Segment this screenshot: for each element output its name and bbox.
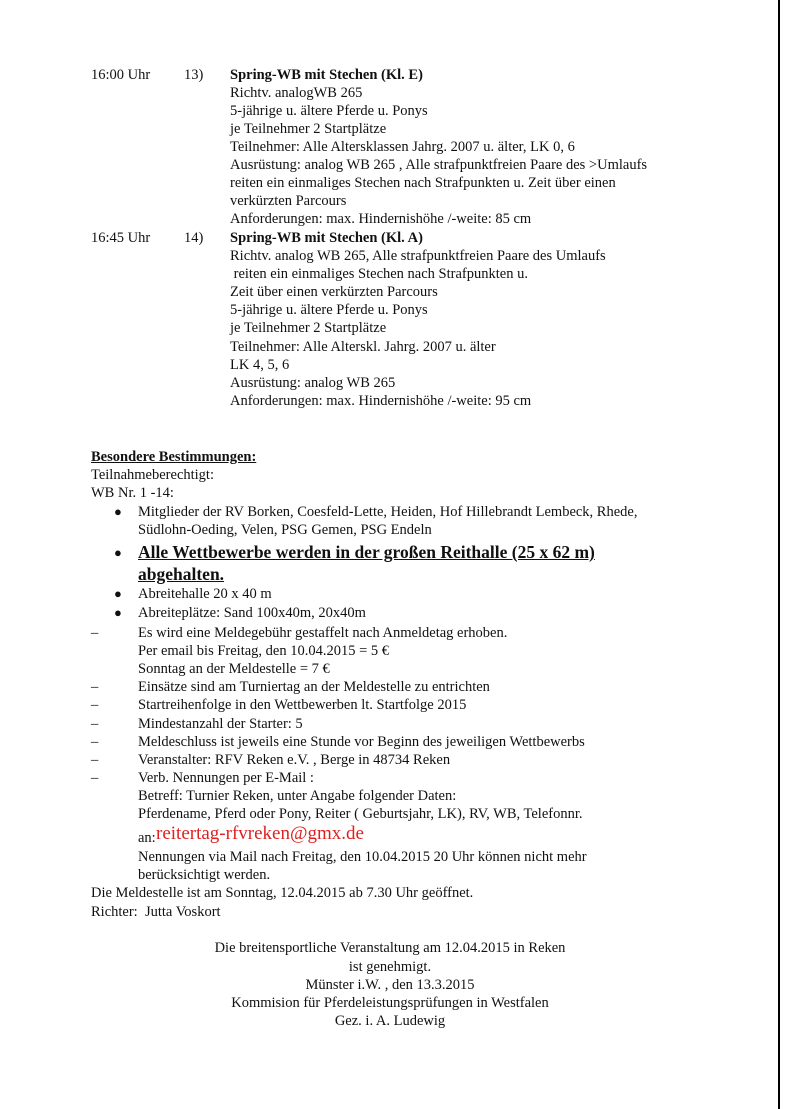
event-14-line: Zeit über einen verkürzten Parcours xyxy=(230,284,438,300)
dash-icon: – xyxy=(91,770,99,786)
dash-text: Pferdename, Pferd oder Pony, Reiter ( Geburtsjahr, LK), RV, WB, Telefonnr. xyxy=(138,806,583,822)
event-14-line: Ausrüstung: analog WB 265 xyxy=(230,375,396,391)
wb-range: WB Nr. 1 -14: xyxy=(91,485,174,501)
dash-text: Verb. Nennungen per E-Mail : xyxy=(138,770,314,786)
dash-icon: – xyxy=(91,625,99,641)
event-title: Spring-WB mit Stechen (Kl. A) xyxy=(230,230,423,246)
dash-icon: – xyxy=(91,679,99,695)
event-14-line: reiten ein einmaliges Stechen nach Strafpunkten u. xyxy=(230,266,528,282)
dash-text: Mindestanzahl der Starter: 5 xyxy=(138,716,303,732)
bullet-text-highlight: Alle Wettbewerbe werden in der großen Reithalle (25 x 62 m) xyxy=(138,542,595,562)
event-13-line: Anforderungen: max. Hindernishöhe /-weite: 85 cm xyxy=(230,211,532,227)
bullet-text-highlight: abgehalten. xyxy=(138,564,225,584)
event-13-line: reiten ein einmaliges Stechen nach Strafpunkten u. Zeit über einen xyxy=(230,175,616,191)
bullet-icon: ● xyxy=(114,586,122,601)
dash-icon: – xyxy=(91,716,99,732)
dash-text: Betreff: Turnier Reken, unter Angabe folgender Daten: xyxy=(138,788,457,804)
event-time: 16:00 Uhr xyxy=(91,67,151,83)
event-number: 13) xyxy=(184,67,204,83)
dash-text: Einsätze sind am Turniertag an der Meldestelle zu entrichten xyxy=(138,679,490,695)
dash-icon: – xyxy=(91,734,99,750)
email-prefix: an: xyxy=(138,830,160,846)
event-14-line: Teilnehmer: Alle Alterskl. Jahrg. 2007 u. älter xyxy=(230,339,496,355)
late-entry-note: Nennungen via Mail nach Freitag, den 10.04.2015 20 Uhr können nicht mehr xyxy=(138,849,587,865)
dash-icon: – xyxy=(91,752,99,768)
event-14-line: Richtv. analog WB 265, Alle strafpunktfreien Paare des Umlaufs xyxy=(230,248,606,264)
bullet-text: Mitglieder der RV Borken, Coesfeld-Lette, Heiden, Hof Hillebrandt Lembeck, Rhede, xyxy=(138,504,638,520)
event-number: 14) xyxy=(184,230,204,246)
event-14-line: 5-jährige u. ältere Pferde u. Ponys xyxy=(230,302,428,318)
event-13-line: je Teilnehmer 2 Startplätze xyxy=(230,121,387,137)
event-time: 16:45 Uhr xyxy=(91,230,151,246)
approval-line: ist genehmigt. xyxy=(348,959,432,975)
bullet-icon: ● xyxy=(114,545,122,560)
event-13-line: Teilnehmer: Alle Altersklassen Jahrg. 2007 u. älter, LK 0, 6 xyxy=(230,139,575,155)
event-title: Spring-WB mit Stechen (Kl. E) xyxy=(230,67,423,83)
approval-line: Kommision für Pferdeleistungsprüfungen in Westfalen xyxy=(231,995,549,1011)
event-13-line: 5-jährige u. ältere Pferde u. Ponys xyxy=(230,103,428,119)
bullet-text: Abreiteplätze: Sand 100x40m, 20x40m xyxy=(138,605,366,621)
special-heading: Besondere Bestimmungen: xyxy=(91,449,257,465)
event-13-line: Richtv. analogWB 265 xyxy=(230,85,363,101)
bullet-text: Abreitehalle 20 x 40 m xyxy=(138,586,272,602)
eligible-label: Teilnahmeberechtigt: xyxy=(91,467,214,483)
event-13-line: verkürzten Parcours xyxy=(230,193,347,209)
event-14-line: Anforderungen: max. Hindernishöhe /-weite: 95 cm xyxy=(230,393,532,409)
dash-text: Per email bis Freitag, den 10.04.2015 = 5 € xyxy=(138,643,390,659)
dash-text: Startreihenfolge in den Wettbewerben lt. Startfolge 2015 xyxy=(138,697,467,713)
dash-text: Veranstalter: RFV Reken e.V. , Berge in 48734 Reken xyxy=(138,752,451,768)
approval-line: Münster i.W. , den 13.3.2015 xyxy=(305,977,475,993)
event-14-line: LK 4, 5, 6 xyxy=(230,357,290,373)
event-14-line: je Teilnehmer 2 Startplätze xyxy=(230,320,387,336)
email-link[interactable]: reitertag-rfvreken@gmx.de xyxy=(156,823,364,844)
late-entry-note: berücksichtigt werden. xyxy=(138,867,271,883)
approval-line: Gez. i. A. Ludewig xyxy=(334,1013,446,1029)
dash-text: Sonntag an der Meldestelle = 7 € xyxy=(138,661,330,677)
bullet-icon: ● xyxy=(114,504,122,519)
approval-line: Die breitensportliche Veranstaltung am 12.04.2015 in Reken xyxy=(214,940,566,956)
dash-icon: – xyxy=(91,697,99,713)
office-hours: Die Meldestelle ist am Sonntag, 12.04.2015 ab 7.30 Uhr geöffnet. xyxy=(91,885,474,901)
event-13-line: Ausrüstung: analog WB 265 , Alle strafpunktfreien Paare des >Umlaufs xyxy=(230,157,648,173)
bullet-text: Südlohn-Oeding, Velen, PSG Gemen, PSG Endeln xyxy=(138,522,432,538)
dash-text: Es wird eine Meldegebühr gestaffelt nach Anmeldetag erhoben. xyxy=(138,625,508,641)
judge: Richter: Jutta Voskort xyxy=(91,904,221,920)
dash-text: Meldeschluss ist jeweils eine Stunde vor Beginn des jeweiligen Wettbewerbs xyxy=(138,734,585,750)
bullet-icon: ● xyxy=(114,605,122,620)
